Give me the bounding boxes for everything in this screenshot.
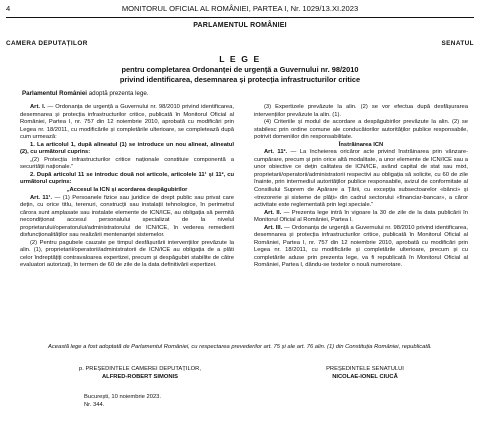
amendment-quote-1: „(2) Protecția infrastructurilor critice naționale constituie componentă a securității naționale.” xyxy=(20,156,234,171)
gazette-title: MONITORUL OFICIAL AL ROMÂNIEI, PARTEA I, Nr. 1029/13.XI.2023 xyxy=(121,4,359,13)
quote-heading-access: „Accesul la ICN și acordarea despăgubirilor xyxy=(66,187,188,194)
law-subtitle xyxy=(20,65,460,84)
page-number: 4 xyxy=(6,4,11,13)
header-rule xyxy=(6,17,474,18)
chamber-senate: SENATUL xyxy=(441,40,474,47)
article-1 xyxy=(20,104,234,142)
article-11-2-label: Art. 11². xyxy=(264,149,288,156)
adoption-rest: adoptă prezenta lege. xyxy=(87,90,149,97)
law-number: Nr. 344. xyxy=(84,401,105,408)
law-subtitle-line2: privind identificarea, desemnarea și protecția infrastructurilor critice xyxy=(119,74,361,84)
article-3-label: Art. III. xyxy=(264,224,283,231)
article-11-1-text: — (1) Persoanele fizice sau juridice de drept public sau privat care dețin, cu orice titlu, terenuri, construcții sau instalații tehnologice, în perimetrul cărora sunt amplasate sau instalate elemente de ICN/ICE, au obligația să permită necondiționat accesul personalului specializat de la nivelul proprietarului/operatorului/administratorului de ICN/ICE, în vederea remedierii disfuncționalităților sau realizării mentenanței sistemelor. xyxy=(20,194,235,239)
article-11-1-label: Art. 11¹. xyxy=(30,194,53,201)
gazette-header xyxy=(6,4,474,16)
adoption-formula xyxy=(22,90,149,97)
article-11-1 xyxy=(20,195,234,240)
article-11-2 xyxy=(254,149,468,209)
signature-senate xyxy=(270,366,460,381)
signature-deputies xyxy=(40,366,240,381)
article-3 xyxy=(254,225,468,270)
article-2-text: — Prezenta lege intră în vigoare la 30 de zile de la data publicării în Monitorul Oficial al României, Partea I. xyxy=(254,209,468,224)
article-11-1-para-3: (3) Expertizele prevăzute la alin. (2) se vor efectua după desfășurarea intervențiilor prevăzute la alin. (1). xyxy=(254,104,468,118)
signature-deputies-role: p. PREȘEDINTELE CAMEREI DEPUTAȚILOR, xyxy=(79,366,201,372)
signature-senate-role: PREȘEDINTELE SENATULUI xyxy=(326,366,404,372)
place-and-date xyxy=(84,394,161,409)
chamber-deputies: CAMERA DEPUTAȚILOR xyxy=(6,40,88,47)
article-3-text: — Ordonanța de urgență a Guvernului nr. 98/2010 privind identificarea, desemnarea și protecția infrastructurilor critice, publicată în Monitorul Oficial al României, Partea I, nr. 757 din 12 noiembrie 2010, aprobată cu modificări prin Legea nr. 18/2011, cu modificările și completările ulterioare, precum și cu completările aduse prin prezenta lege, va fi republicată în Monitorul Oficial al României, Partea I, dându-se textelor o nouă numerotare. xyxy=(254,224,468,269)
parliament-title: PARLAMENTUL ROMÂNIEI xyxy=(193,22,287,29)
article-2-label: Art. II. xyxy=(264,209,282,216)
law-title: L E G E xyxy=(219,54,261,64)
signature-senate-name: NICOLAE-IONEL CIUCĂ xyxy=(332,373,398,380)
article-1-text: — Ordonanța de urgență a Guvernului nr. 98/2010 privind identificarea, desemnarea și protecția infrastructurilor critice, publicată în Monitorul Oficial al României, Partea I, nr. 757 din 12 noiembrie 2010, aprobată cu modificări prin Legea nr. 18/2011, cu modificările și completările ulterioare, se completează după cum urmează: xyxy=(20,104,234,141)
law-subtitle-line1: pentru completarea Ordonanței de urgență a Guvernului nr. 98/2010 xyxy=(121,65,359,74)
signature-deputies-name: ALFRED-ROBERT SIMONIS xyxy=(101,373,178,380)
place-date-text: București, 10 noiembrie 2023. xyxy=(84,394,162,400)
right-column xyxy=(254,104,468,270)
adoption-lead: Parlamentul României xyxy=(22,90,87,97)
left-column xyxy=(20,104,234,270)
article-11-1-para-2: (2) Pentru pagubele cauzate pe timpul desfășurării intervențiilor prevăzute la alin. (1), proprietarii/operatorii/administratorii de ICN/ICE au obligația de a plăti celor îndreptățiți contravaloarea expertizei, precum și despăgubiri stabilite de către evaluatori autorizați, în termen de 60 de zile de la data definitivării expertizei. xyxy=(20,239,234,269)
amendment-item-2: 2. După articolul 11 se introduc două noi articole, articolele 11¹ și 11², cu următorul cuprins: xyxy=(20,171,234,186)
closing-statement: Această lege a fost adoptată de Parlamentul României, cu respectarea prevederilor art. 75 și ale art. 76 alin. (1) din Constituția României, republicată. xyxy=(48,344,432,350)
article-1-label: Art. I. xyxy=(30,104,46,110)
article-11-1-para-4: (4) Criteriile și modul de acordare a despăgubirilor prevăzute la alin. (2) se stabilesc prin ordine comune ale conducătorilor autorităților publice responsabile, potrivit domeniilor din responsabilitate. xyxy=(254,119,468,141)
amendment-item-1: 1. La articolul 1, după alineatul (1) se introduce un nou alineat, alineatul (2), cu următorul cuprins: xyxy=(20,141,234,156)
quote-heading-alienation: Înstrăinarea ICN xyxy=(338,141,384,148)
article-2 xyxy=(254,210,468,225)
article-11-2-text: — La încheierea oricăror acte privind înstrăinarea prin vânzare-cumpărare, precum și prin orice altă modalitate, a unor elemente de ICN/ICE sau a unor obiective ce dețin calitatea de ICN/ICE, având capital de stat sau mixt, proprietarii/operatorii/administratorii respectivi au obligația să solicite, cu 60 de zile înainte, prin intermediul autorităților publice responsabile, avizul de conformitate al Consiliului Suprem de Apărare a Țării, cu excepția subsectoarelor «bănci» și «trezorerie și sisteme de plăți» din cadrul sectorului «financiar-bancar», a căror activitate este reglementată prin legi speciale.” xyxy=(254,149,469,209)
